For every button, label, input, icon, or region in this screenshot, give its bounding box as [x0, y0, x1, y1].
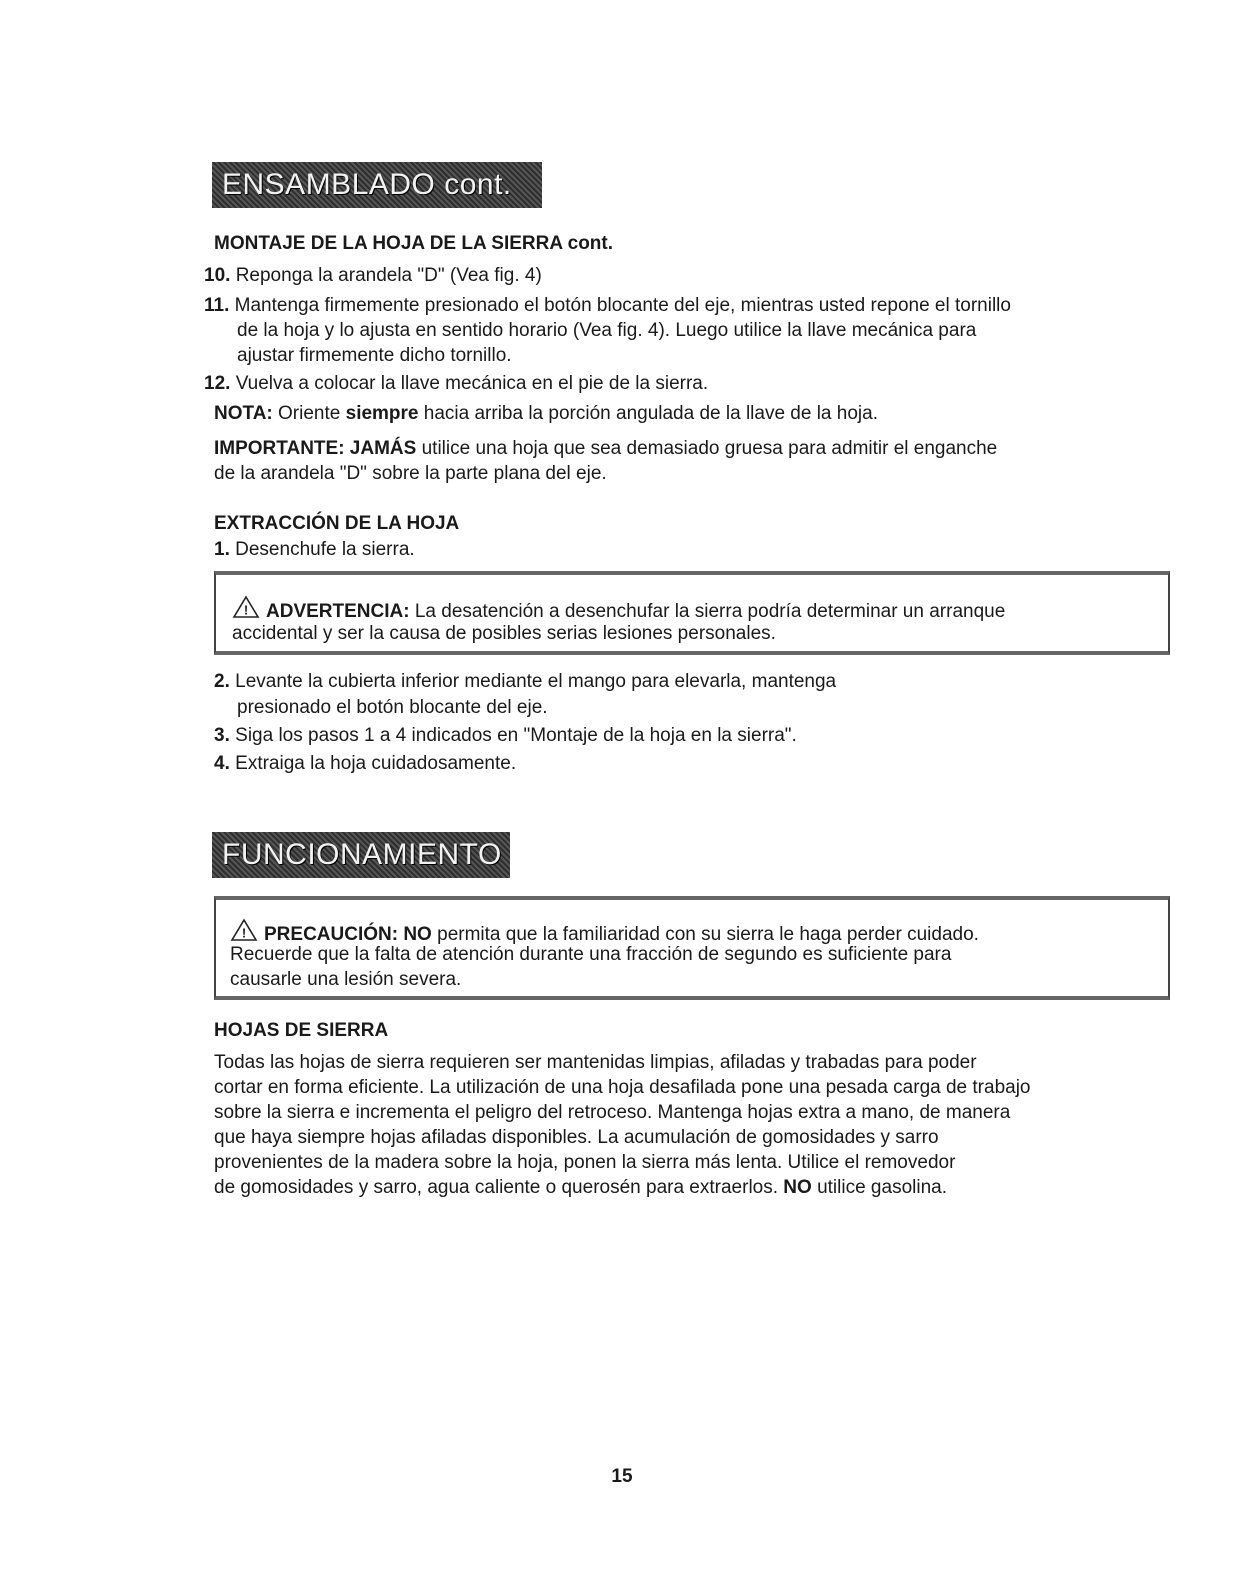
step-number: 2.	[214, 671, 230, 692]
caution-line2: Recuerde que la falta de atención durante una fracción de segundo es suficiente para	[230, 944, 952, 965]
step-number: 11.	[204, 295, 230, 316]
step-text: Desenchufe la sierra.	[235, 539, 415, 560]
paragraph-line	[214, 1176, 947, 1200]
section-banner-ensamblado: ENSAMBLADO cont.	[212, 162, 542, 208]
step-11-line2: de la hoja y lo ajusta en sentido horario (Vea fig. 4). Luego utilice la llave mecánica para	[237, 320, 977, 341]
importante-label: IMPORTANTE: JAMÁS	[214, 438, 417, 459]
paragraph-text: utilice gasolina.	[817, 1177, 947, 1198]
warning-box	[214, 571, 1170, 655]
step-number: 10.	[204, 265, 231, 286]
heading-extraccion: EXTRACCIÓN DE LA HOJA	[214, 513, 460, 534]
heading-hojas-de-sierra: HOJAS DE SIERRA	[214, 1020, 389, 1041]
step-12	[204, 372, 708, 396]
extraction-step-1	[214, 538, 415, 562]
step-number: 12.	[204, 373, 231, 394]
caution-text: permita que la familiaridad con su sierra le haga perder cuidado.	[437, 924, 979, 945]
step-number: 4.	[214, 753, 230, 774]
step-text: Siga los pasos 1 a 4 indicados en "Montaje de la hoja en la sierra".	[235, 725, 797, 746]
page-number: 15	[611, 1466, 633, 1487]
step-number: 3.	[214, 725, 230, 746]
paragraph-text: de gomosidades y sarro, agua caliente o querosén para extraerlos.	[214, 1177, 779, 1198]
step-text: Levante la cubierta inferior mediante el mango para elevarla, mantenga	[235, 671, 837, 692]
nota-line	[214, 402, 878, 426]
warning-label: ADVERTENCIA:	[266, 601, 410, 622]
paragraph-line: cortar en forma eficiente. La utilización de una hoja desafilada pone una pesada carga de trabajo	[214, 1077, 1031, 1098]
step-number: 1.	[214, 539, 230, 560]
importante-text: utilice una hoja que sea demasiado gruesa para admitir el enganche	[421, 438, 998, 459]
step-11-line1	[204, 294, 1011, 318]
extraction-step-2-line1	[214, 670, 836, 694]
nota-text: hacia arriba la porción angulada de la llave de la hoja.	[423, 403, 878, 424]
warning-text: La desatención a desenchufar la sierra podría determinar un arranque	[414, 601, 1006, 622]
paragraph-line: provenientes de la madera sobre la hoja, ponen la sierra más lenta. Utilice el removedor	[214, 1152, 956, 1173]
svg-text:!: !	[243, 602, 249, 618]
heading-montaje: MONTAJE DE LA HOJA DE LA SIERRA cont.	[214, 233, 614, 254]
step-11-line3: ajustar firmemente dicho tornillo.	[237, 345, 512, 366]
extraction-step-2-line2: presionado el botón blocante del eje.	[237, 697, 548, 718]
caution-line3: causarle una lesión severa.	[230, 969, 462, 990]
step-text: Reponga la arandela "D" (Vea fig. 4)	[235, 265, 542, 286]
nota-label: NOTA:	[214, 403, 273, 424]
extraction-step-3	[214, 724, 797, 748]
extraction-step-4	[214, 752, 516, 776]
caution-box	[214, 896, 1170, 1000]
importante-line2: de la arandela "D" sobre la parte plana del eje.	[214, 463, 607, 484]
step-text: Mantenga firmemente presionado el botón blocante del eje, mientras usted repone el tornillo	[234, 295, 1011, 316]
paragraph-line: sobre la sierra e incrementa el peligro del retroceso. Mantenga hojas extra a mano, de manera	[214, 1102, 1011, 1123]
importante-line1	[214, 437, 997, 461]
paragraph-line: Todas las hojas de sierra requieren ser mantenidas limpias, afiladas y trabadas para poder	[214, 1052, 977, 1073]
warning-line2: accidental y ser la causa de posibles serias lesiones personales.	[232, 623, 776, 644]
step-text: Extraiga la hoja cuidadosamente.	[235, 753, 517, 774]
section-banner-funcionamiento: FUNCIONAMIENTO	[212, 832, 510, 878]
svg-text:!: !	[241, 925, 247, 941]
step-text: Vuelva a colocar la llave mecánica en el pie de la sierra.	[235, 373, 709, 394]
paragraph-line: que haya siempre hojas afiladas disponibles. La acumulación de gomosidades y sarro	[214, 1127, 939, 1148]
step-10	[204, 264, 542, 288]
nota-emphasis: siempre	[345, 403, 419, 424]
nota-text: Oriente	[278, 403, 341, 424]
paragraph-emphasis: NO	[783, 1177, 812, 1198]
caution-label: PRECAUCIÓN: NO	[264, 924, 432, 945]
